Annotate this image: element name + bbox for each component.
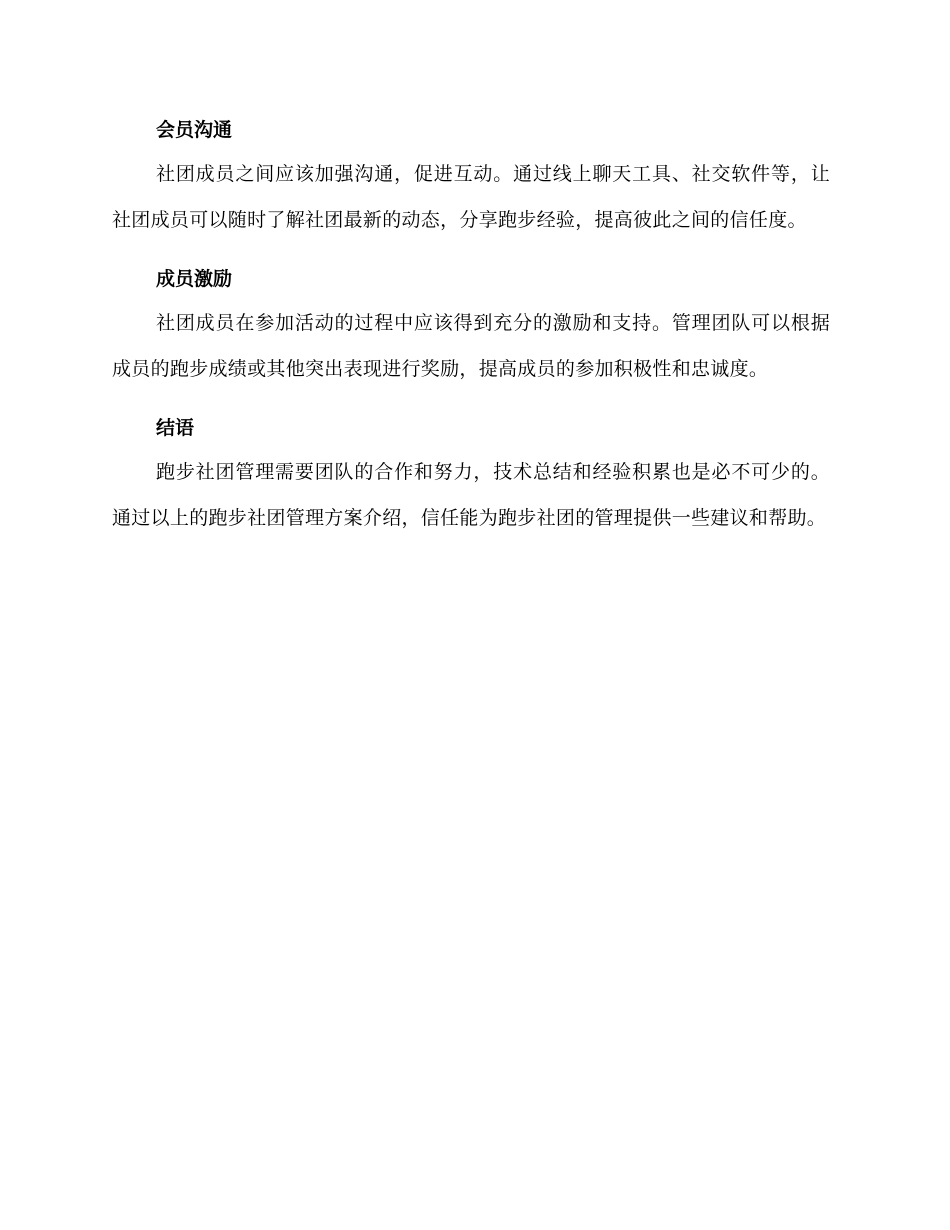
section-conclusion	[112, 406, 830, 541]
section-paragraph: 跑步社团管理需要团队的合作和努力，技术总结和经验积累也是必不可少的。通过以上的跑步社团管理方案介绍，信任能为跑步社团的管理提供一些建议和帮助。	[112, 461, 830, 529]
section-paragraph: 社团成员在参加活动的过程中应该得到充分的激励和支持。管理团队可以根据成员的跑步成绩或其他突出表现进行奖励，提高成员的参加积极性和忠诚度。	[112, 312, 830, 380]
section-paragraph: 社团成员之间应该加强沟通，促进互动。通过线上聊天工具、社交软件等，让社团成员可以随时了解社团最新的动态，分享跑步经验，提高彼此之间的信任度。	[112, 163, 830, 231]
section-member-communication	[112, 108, 830, 243]
document-content	[112, 108, 830, 555]
section-member-incentive	[112, 257, 830, 392]
section-heading: 成员激励	[156, 268, 233, 290]
section-heading: 结语	[156, 417, 195, 439]
section-heading: 会员沟通	[156, 119, 233, 141]
